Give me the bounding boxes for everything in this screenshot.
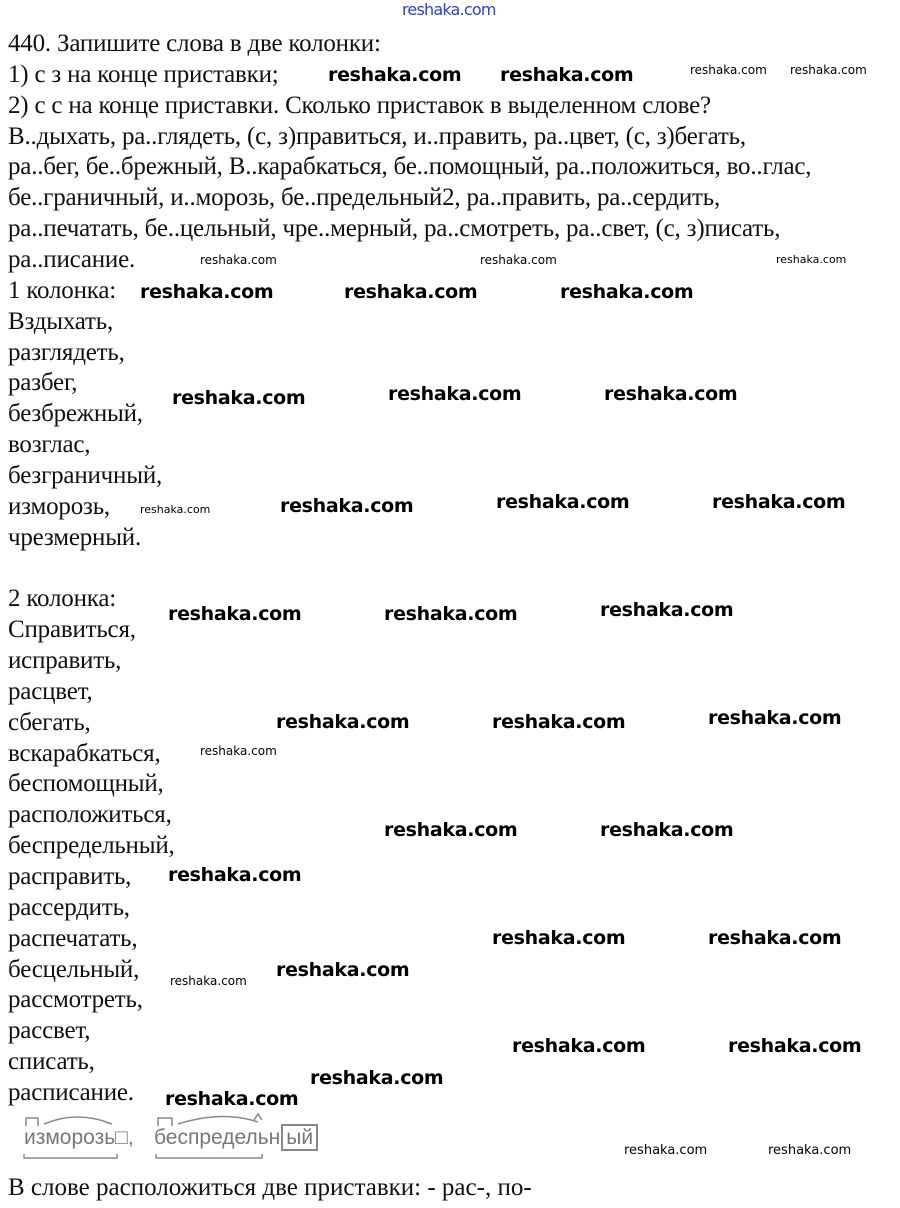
text-line: расписание.: [8, 1078, 134, 1106]
watermark: reshaka.com: [492, 927, 626, 949]
word-stem: беспредельн: [154, 1126, 281, 1149]
watermark: reshaka.com: [600, 819, 734, 841]
watermark: reshaka.com: [140, 281, 274, 303]
watermark: reshaka.com: [690, 63, 767, 77]
watermark: reshaka.com: [170, 974, 247, 988]
text-line: ра..печатать, бе..цельный, чре..мерный, ра..смотреть, ра..свет, (с, з)писать,: [8, 215, 781, 243]
text-line: рассердить,: [8, 893, 130, 921]
text-line: Вздыхать,: [8, 307, 114, 335]
watermark: reshaka.com: [728, 1035, 862, 1057]
text-line: бесцельный,: [8, 955, 140, 983]
answer-text: В слове расположиться две приставки: - рас-, по-: [8, 1174, 532, 1201]
text-line: исправить,: [8, 647, 122, 674]
text-line: безбрежный,: [8, 400, 143, 428]
watermark: reshaka.com: [712, 491, 846, 513]
watermark: reshaka.com: [768, 1143, 852, 1158]
watermark: reshaka.com: [500, 64, 634, 86]
text-line: списать,: [8, 1048, 95, 1076]
watermark: reshaka.com: [172, 387, 306, 409]
watermark: reshaka.com: [512, 1035, 646, 1057]
watermark: reshaka.com: [310, 1067, 444, 1089]
watermark: reshaka.com: [140, 503, 211, 516]
watermark: reshaka.com: [480, 253, 557, 267]
watermark: reshaka.com: [168, 603, 302, 625]
watermark: reshaka.com: [560, 281, 694, 303]
watermark: reshaka.com: [388, 383, 522, 405]
word-ending: ый: [281, 1124, 318, 1151]
text-line: разбег,: [8, 369, 78, 397]
text-line: сбегать,: [8, 708, 91, 736]
watermark: reshaka.com: [790, 63, 867, 77]
text-line: возглас,: [8, 431, 91, 459]
morpheme-word-bespredelny: [154, 1126, 318, 1150]
watermark: reshaka.com: [600, 599, 734, 621]
text-line: изморозь,: [8, 492, 110, 520]
text-line: 2) с с на конце приставки. Сколько приставок в выделенном слове?: [8, 91, 711, 119]
watermark: reshaka.com: [276, 959, 410, 981]
text-line: ра..писание.: [8, 245, 136, 273]
text-line: вскарабкаться,: [8, 739, 161, 767]
watermark: reshaka.com: [496, 491, 630, 513]
morpheme-analysis-image: [22, 1112, 322, 1164]
site-header-watermark: reshaka.com: [402, 0, 496, 19]
text-line: чрезмерный.: [8, 523, 142, 551]
watermark: reshaka.com: [776, 253, 847, 266]
text-line: 440. Запишите слова в две колонки:: [8, 30, 381, 57]
watermark: reshaka.com: [200, 744, 277, 758]
watermark: reshaka.com: [492, 711, 626, 733]
watermark: reshaka.com: [328, 64, 462, 86]
text-line: разглядеть,: [8, 338, 125, 366]
watermark: reshaka.com: [165, 1088, 299, 1110]
watermark: reshaka.com: [280, 495, 414, 517]
morpheme-word-izmoroz: изморозь□,: [24, 1126, 134, 1149]
watermark: reshaka.com: [344, 281, 478, 303]
text-line: расположиться,: [8, 801, 172, 829]
text-line: рассвет,: [8, 1017, 91, 1045]
watermark: reshaka.com: [624, 1143, 708, 1158]
text-line: расправить,: [8, 862, 132, 890]
watermark: reshaka.com: [384, 819, 518, 841]
watermark: reshaka.com: [200, 253, 277, 267]
watermark: reshaka.com: [604, 383, 738, 405]
watermark: reshaka.com: [708, 707, 842, 729]
text-line: рассмотреть,: [8, 986, 143, 1014]
text-line: распечатать,: [8, 924, 138, 952]
watermark: reshaka.com: [168, 864, 302, 886]
text-line: расцвет,: [8, 677, 93, 705]
text-line: беспредельный,: [8, 832, 175, 860]
text-line: беспомощный,: [8, 770, 164, 798]
text-line: бе..граничный, и..морозь, бе..предельный2, ра..править, ра..сердить,: [8, 184, 720, 212]
text-line: В..дыхать, ра..глядеть, (с, з)правиться, и..править, ра..цвет, (с, з)бегать,: [8, 122, 746, 150]
watermark: reshaka.com: [384, 603, 518, 625]
text-line: 1) с з на конце приставки;: [8, 60, 279, 88]
text-line: ра..бег, бе..брежный, В..карабкаться, бе..помощный, ра..положиться, во..глас,: [8, 153, 812, 181]
watermark: reshaka.com: [276, 711, 410, 733]
text-line: безграничный,: [8, 461, 163, 489]
text-line: Справиться,: [8, 616, 136, 644]
watermark: reshaka.com: [708, 927, 842, 949]
text-line: 1 колонка:: [8, 276, 116, 304]
text-line: 2 колонка:: [8, 585, 116, 613]
